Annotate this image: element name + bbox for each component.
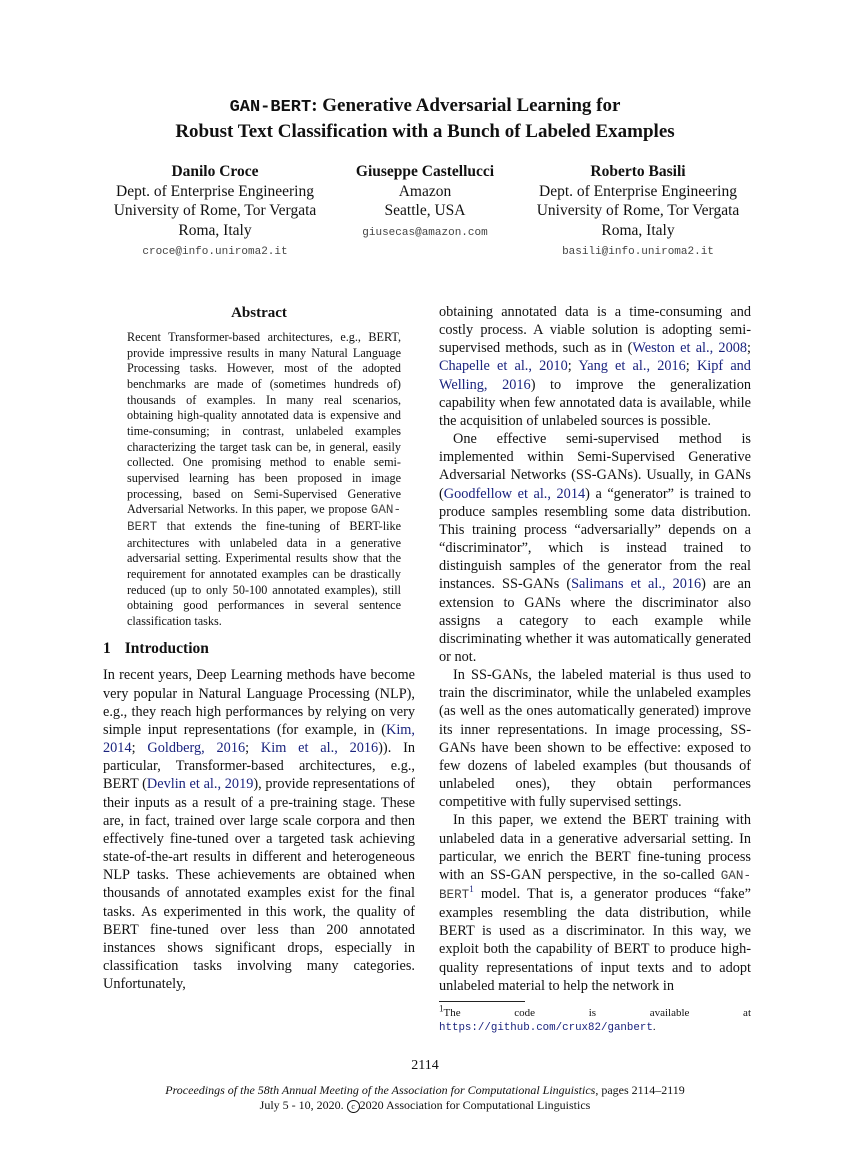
author-affiliation-line: University of Rome, Tor Vergata	[536, 202, 740, 219]
footnote-marker[interactable]: 1	[469, 884, 474, 895]
title-line-1	[0, 94, 850, 120]
proceedings-line-1	[0, 1083, 850, 1098]
footnote-divider	[439, 1001, 525, 1002]
right-column	[439, 303, 751, 1035]
proceedings-venue: Proceedings of the 58th Annual Meeting of the Association for Computational Linguistics	[165, 1083, 596, 1097]
author-name: Roberto Basili	[590, 163, 686, 180]
author-block-basili	[508, 162, 768, 263]
title-line-1-rest: : Generative Adversarial Learning for	[311, 95, 621, 116]
citation-link[interactable]: Kipf and Welling, 2016	[439, 358, 751, 393]
left-column	[103, 302, 415, 993]
proceedings-footer	[0, 1083, 850, 1113]
copyright-icon: c	[347, 1100, 360, 1113]
citation-link[interactable]: Kim et al., 2016	[260, 740, 379, 757]
footnote-end: .	[652, 1020, 656, 1033]
section-number: 1	[103, 640, 111, 658]
author-name: Danilo Croce	[171, 163, 259, 180]
footnote-text: The code is available at	[443, 1006, 751, 1019]
proceedings-date: July 5 - 10, 2020.	[259, 1098, 344, 1112]
abstract-text-part: that extends the fine-tuning of BERT-like architectures with unlabeled data in a generative adversarial setting. Experimental results show that the requirement for annotated examples can be drastically reduced (up to only 50-100 annotated examples), still obtaining good performances in several sentence classification tasks.	[127, 518, 401, 628]
abstract-text-part: Recent Transformer-based architectures, e.g., BERT, provide impressive results in many Natural Language Processing tasks. However, most of the adopted benchmarks are made of (sometimes hundreds of) thousands of examples. In many real scenarios, obtaining high-quality annotated data is expensive and time-consuming; in contrast, unlabeled examples characterizing the target task can be, in general, easily collected. One promising method to enable semi-supervised learning has been proposed in image processing, based on Semi-Supervised Generative Adversarial Networks. In this paper, we propose	[127, 330, 401, 517]
intro-paragraph-2	[439, 430, 751, 666]
citation-link[interactable]: Goldberg, 2016	[147, 740, 246, 757]
citation-link[interactable]: Weston et al., 2008	[632, 340, 748, 357]
footnote	[439, 1003, 751, 1035]
intro-paragraph-1-continued: obtaining annotated data is a time-consuming and costly process. A viable solution is adopting semi-supervised methods, such as in (Weston et al., 2008; Chapelle et al., 2010; Yang et al., 2016; Kipf and Welling, 2016) to improve the generalization capability when few annotated data is available, while the acquisition of unlabeled sources is possible.	[439, 304, 751, 429]
author-affiliation-line: Roma, Italy	[178, 221, 252, 239]
footnote-url-link[interactable]: https://github.com/crux82/ganbert	[439, 1021, 653, 1034]
paper-title	[0, 94, 850, 144]
citation-link[interactable]: Goodfellow et al., 2014	[443, 485, 586, 502]
citation-link[interactable]: Chapelle et al., 2010	[439, 358, 568, 375]
text-run: In this paper, we extend the BERT training with unlabeled data in a generative adversarial setting. In particular, we enrich the BERT fine-tuning process with an SS-GAN perspective, in the so-called	[439, 812, 751, 883]
text-run: model. That is, a generator produces “fake” examples resembling the data distribution, while BERT is used as a discriminator. In this way, we exploit both the capability of BERT to produce high-quality representations of input texts and to adopt unlabeled material to help the network in	[439, 886, 751, 994]
intro-paragraph-1: In recent years, Deep Learning methods have become very popular in Natural Language Processing (NLP), e.g., they reach high performances by relying on very simple input representations (for example, in (Kim, 2014; Goldberg, 2016; Kim et al., 2016)). In particular, Transformer-based architectures, e.g., BERT (Devlin et al., 2019), provide representations of their inputs as a result of a pre-training stage. These are, in fact, trained over large scale corpora and then effectively fine-tuned over a targeted task achieving state-of-the-art results in different and heterogeneous NLP tasks. These achievements are obtained when thousands of annotated examples exist for the final tasks. As experimented in this work, the quality of BERT fine-tuned over less than 200 annotated instances shows significant drops, especially in classification tasks involving many categories. Unfortunately,	[103, 667, 415, 993]
intro-paragraph-3: In SS-GANs, the labeled material is thus used to train the discriminator, while the unlabeled examples (as well as the ones automatically generated) improve its inner representations. In image processing, SS-GANs have been shown to be effective: exposed to few dozens of labeled examples (but thousands of unlabeled ones), they obtain performances competitive with fully supervised settings.	[439, 667, 751, 811]
text-run: ) to improve the generalization capability when few annotated data is available, while the acquisition of unlabeled sources is possible.	[439, 376, 751, 429]
abstract-text	[127, 330, 401, 629]
page-number: 2114	[411, 1058, 439, 1073]
author-affiliation-line: Seattle, USA	[384, 202, 466, 219]
author-affiliation-line: University of Rome, Tor Vergata	[113, 202, 317, 219]
citation-link[interactable]: Salimans et al., 2016	[571, 576, 702, 593]
text-run: In recent years, Deep Learning methods have become very popular in Natural Language Processing (NLP), e.g., they reach high performances by relying on very simple input representations (for example, in (	[103, 667, 415, 738]
text-run: One effective semi-supervised method is implemented within Semi-Supervised Generative Adversarial Networks (SS-GANs). Usually, in GANs (	[439, 431, 751, 502]
text-run: obtaining annotated data is a time-consuming and costly process. A viable solution is adopting semi-supervised methods, such as in (	[439, 304, 751, 357]
proceedings-pages: , pages 2114–2119	[595, 1083, 685, 1097]
text-run: ) a “generator” is trained to produce samples resembling some data distribution. This training process “adversarially” depends on a “discriminator”, which is instead trained to distinguish samples of the generator from the real instances. SS-GANs (	[439, 485, 752, 593]
footnote-number: 1	[439, 1003, 444, 1014]
citation-link[interactable]: Devlin et al., 2019	[146, 776, 254, 793]
citation-link[interactable]: Yang et al., 2016	[578, 358, 686, 375]
section-heading-introduction	[103, 638, 415, 660]
author-name: Giuseppe Castellucci	[355, 163, 495, 180]
author-affiliation-line: Dept. of Enterprise Engineering	[539, 182, 737, 200]
title-system-name: GAN-BERT	[229, 98, 312, 117]
abstract-heading: Abstract	[231, 305, 287, 321]
author-affiliation-line: Amazon	[398, 182, 452, 200]
citation-link[interactable]: Kim, 2014	[103, 721, 415, 757]
text-run: ), provide representations of their inputs as a result of a pre-training stage. These are, in fact, trained over large scale corpora and then effectively fine-tuned over a targeted task achieving state-of-the-art results in different and heterogeneous NLP tasks. These achievements are obtained when thousands of annotated examples exist for the final tasks. As experimented in this work, the quality of BERT fine-tuned over less than 200 annotated instances shows significant drops, especially in classification tasks involving many categories. Unfortunately,	[103, 776, 415, 993]
author-email[interactable]: basili@info.uniroma2.it	[562, 246, 714, 258]
text-run: ) are an extension to GANs where the discriminator also assigns a category to each example while discriminating whether it was automatically generated or not.	[439, 576, 752, 665]
intro-paragraph-4	[439, 811, 751, 995]
text-run: )). In particular, Transformer-based architectures, e.g., BERT (	[103, 740, 415, 793]
author-email[interactable]: giusecas@amazon.com	[362, 226, 488, 239]
author-affiliation-line: Dept. of Enterprise Engineering	[116, 182, 314, 200]
proceedings-line-2	[0, 1098, 850, 1113]
title-line-2: Robust Text Classification with a Bunch of Labeled Examples	[175, 121, 675, 142]
proceedings-copyright: 2020 Association for Computational Linguistics	[359, 1098, 591, 1112]
section-title: Introduction	[124, 640, 209, 658]
abstract-system-name: GAN-BERT	[127, 503, 401, 534]
system-name-inline: GAN-BERT	[439, 868, 751, 902]
author-affiliation-line: Roma, Italy	[601, 221, 675, 239]
author-email[interactable]: croce@info.uniroma2.it	[142, 246, 288, 258]
